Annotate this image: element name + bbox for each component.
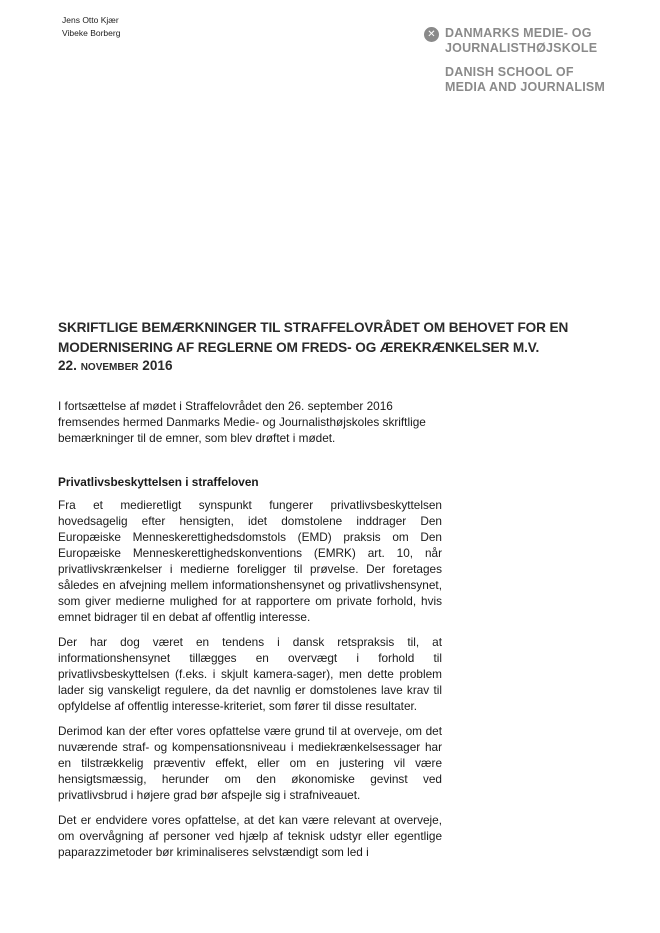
author-name: Jens Otto Kjær: [62, 15, 119, 25]
logo-english-name: [445, 65, 634, 95]
date-day: 22.: [58, 358, 77, 373]
body-paragraph: Fra et medieretligt synspunkt fungerer privatlivsbeskyttelsen hovedsagelig efter hensigten, idet domstolene inddrager Den Europæiske Menneskerettighedsdomstols (EMD) praksis om Den Europæiske Menneskerettighedskonventions (EMRK) art. 10, når privatlivskrænkelser i medierne foreligger til prøvelse. Der foretages således en afvejning mellem informationshensynet og privatlivshensynet, som giver medierne mulighed for at rapportere om private forhold, hvis emnet bidrager til en debat af offentlig interesse.: [58, 498, 442, 624]
logo-english-line: DANISH SCHOOL OF: [445, 65, 574, 79]
date-month: NOVEMBER: [80, 362, 139, 373]
author-name: Vibeke Borberg: [62, 28, 121, 38]
section-heading: Privatlivsbeskyttelsen i straffeloven: [58, 475, 259, 489]
author-block: [62, 14, 120, 40]
logo-danish-line: JOURNALISTHØJSKOLE: [445, 41, 598, 55]
date-year: 2016: [142, 358, 173, 373]
school-logo: [424, 26, 634, 95]
document-title: [58, 318, 618, 358]
logo-english-line: MEDIA AND JOURNALISM: [445, 80, 606, 94]
document-body: [58, 398, 442, 869]
dmjx-logo-icon: ✕: [424, 27, 439, 42]
body-paragraph: Der har dog været en tendens i dansk retspraksis til, at informationshensynet tillægges en overvægt i forhold til privatlivsbeskyttelsen (f.eks. i skjult kamera-sager), men dette problem lader sig vanskeligt regulere, da det navnlig er domstolenes lave krav til opfyldelse af offentlig interesse-kriteriet, som fører til disse resultater.: [58, 635, 442, 713]
logo-danish-name: [445, 26, 597, 56]
document-date: [58, 358, 173, 373]
body-paragraph: Det er endvidere vores opfattelse, at det kan være relevant at overveje, om overvågning af personer ved hjælp af teknisk udstyr eller egentlige paparazzimetoder bør kriminaliseres selvstændigt som led i: [58, 813, 442, 859]
intro-paragraph: I fortsættelse af mødet i Straffelovrådet den 26. september 2016 fremsendes hermed Danmarks Medie- og Journalisthøjskoles skriftlige bemærkninger til de emner, som blev drøftet i mødet.: [58, 399, 426, 445]
body-paragraph: Derimod kan der efter vores opfattelse være grund til at overveje, om det nuværende straf- og kompensationsniveau i mediekrænkelsessager har en tilstrækkelig præventiv effekt, eller om en justering vil være hensigtsmæssig, herunder om den økonomiske gevinst ved privatlivsbrud i højere grad bør afspejle sig i strafniveauet.: [58, 724, 442, 802]
title-line: SKRIFTLIGE BEMÆRKNINGER TIL STRAFFELOVRÅDET OM BEHOVET FOR EN: [58, 320, 569, 335]
logo-danish-line: DANMARKS MEDIE- OG: [445, 26, 592, 40]
title-line: MODERNISERING AF REGLERNE OM FREDS- OG ÆREKRÆNKELSER M.V.: [58, 340, 540, 355]
